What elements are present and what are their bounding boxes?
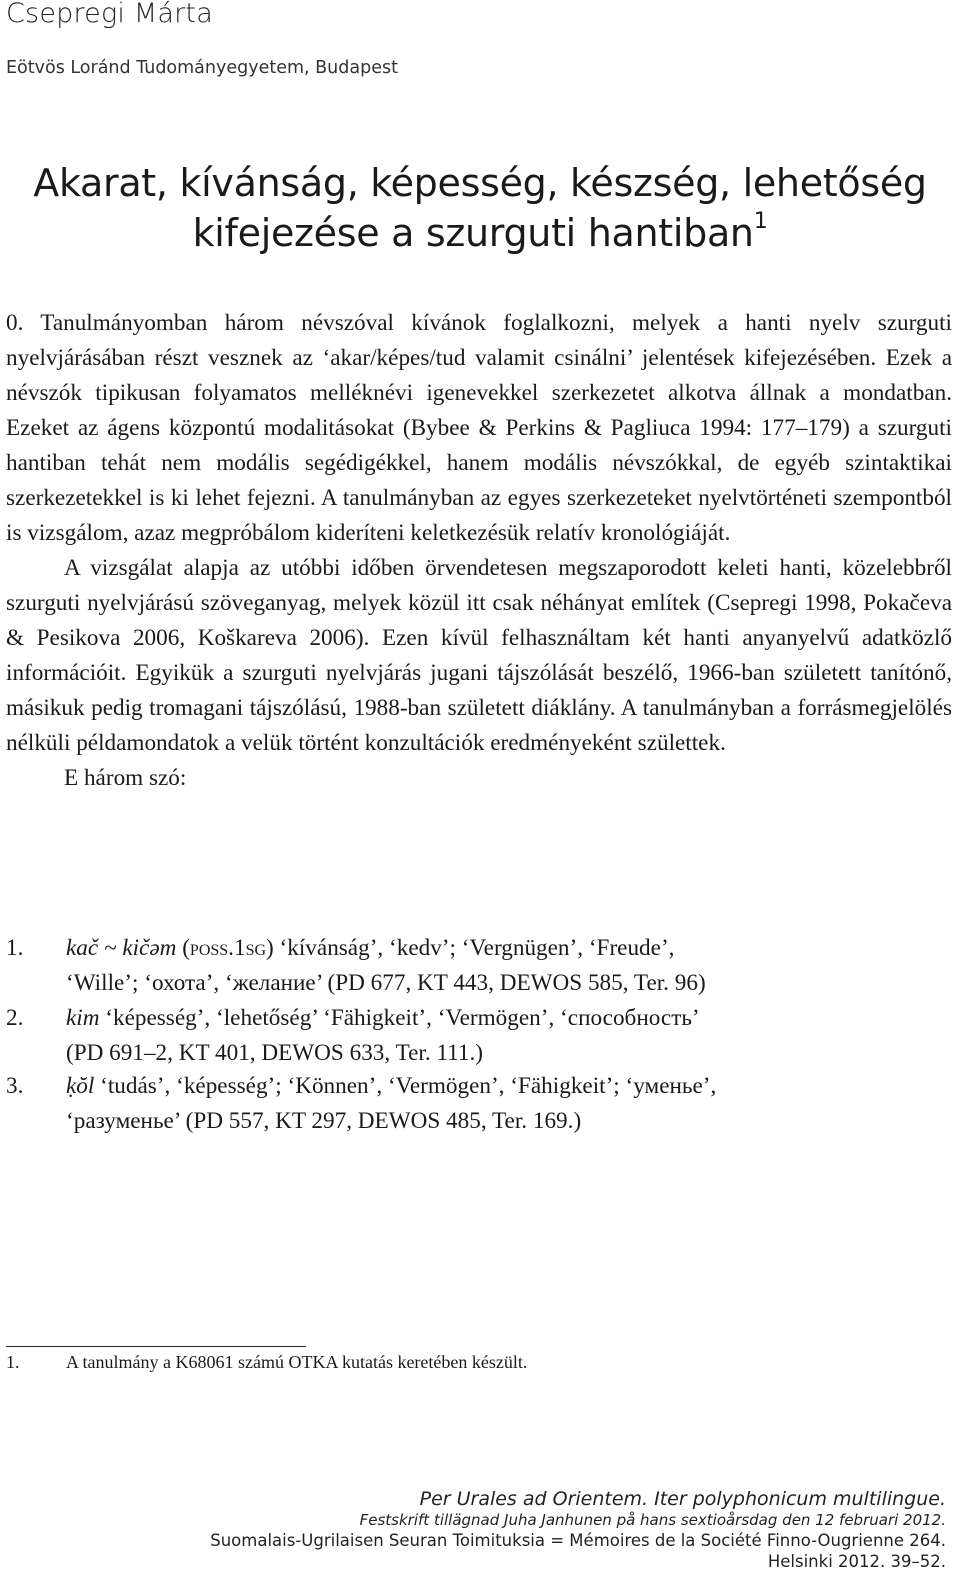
example-word: ḳŏl <box>66 1073 95 1099</box>
gloss-open: ( <box>176 935 190 961</box>
example-line-2: ‘разуменье’ (PD 557, KT 297, DEWOS 485, Ter. 169.) <box>66 1108 582 1134</box>
title-footnote-ref: 1 <box>753 209 768 235</box>
colophon-place-pages: Helsinki 2012. 39–52. <box>767 1552 946 1571</box>
example-number: 1. <box>6 935 24 961</box>
gloss-person: .1sg) <box>228 935 274 961</box>
footnote-number: 1. <box>6 1352 20 1372</box>
example-meaning: ‘képesség’, ‘lehetőség’ ‘Fähigkeit’, ‘Vermögen’, ‘способность’ <box>99 1005 700 1031</box>
gloss-poss: poss <box>189 935 229 961</box>
example-content <box>66 1069 946 1139</box>
example-content <box>66 1001 946 1071</box>
title-line-2-text: kifejezése a szurguti hantiban <box>192 211 754 255</box>
example-word: kim <box>66 1005 100 1031</box>
article-title <box>0 158 960 258</box>
example-line-2: (PD 691–2, KT 401, DEWOS 633, Ter. 111.) <box>66 1040 484 1066</box>
example-word: kač ~ kičəm <box>66 935 177 961</box>
example-meaning: ‘tudás’, ‘képesség’; ‘Können’, ‘Vermögen’, ‘Fähigkeit’; ‘уменье’, <box>94 1073 717 1099</box>
footnote-text: A tanulmány a K68061 számú OTKA kutatás keretében készült. <box>66 1352 528 1372</box>
example-meaning: ‘kívánság’, ‘kedv’; ‘Vergnügen’, ‘Freude’, <box>273 935 675 961</box>
article-body <box>6 306 952 796</box>
footnote <box>6 1352 527 1373</box>
paragraph-3: E három szó: <box>64 765 187 791</box>
colophon-publication: Suomalais-Ugrilaisen Seuran Toimituksia = Mémoires de la Société Finno-Ougrienne 264. <box>210 1531 946 1550</box>
colophon <box>146 1487 946 1572</box>
example-line-1 <box>66 1073 716 1099</box>
author-name: Csepregi Márta <box>6 0 213 29</box>
title-line-2 <box>0 208 960 258</box>
colophon-festschrift: Festskrift tillägnad Juha Janhunen på hans sextioårsdag den 12 februari 2012. <box>359 1511 946 1529</box>
colophon-series: Per Urales ad Orientem. Iter polyphonicum multilingue. <box>419 1488 946 1510</box>
example-number: 2. <box>6 1005 24 1031</box>
example-line-2: ‘Wille’; ‘охота’, ‘желание’ (PD 677, KT 443, DEWOS 585, Ter. 96) <box>66 970 706 996</box>
title-line-1: Akarat, kívánság, képesség, készség, lehetőség <box>33 161 927 205</box>
example-line-1 <box>66 1005 700 1031</box>
example-line-1 <box>66 935 674 961</box>
example-number: 3. <box>6 1073 24 1099</box>
example-content <box>66 931 946 1001</box>
author-affiliation: Eötvös Loránd Tudományegyetem, Budapest <box>6 58 398 78</box>
paragraph-2: A vizsgálat alapja az utóbbi időben örvendetesen megszaporodott keleti hanti, közelebbről szurguti nyelvjárású szöveganyag, melyek közül itt csak néhányat említek (Csepregi 1998, Pokačeva & Pesikova 2006, Koškareva 2006). Ezen kívül felhasználtam két hanti anyanyelvű adatközlő információit. Egyikük a szurguti nyelvjárás jugani tájszólását beszélő, 1966-ban született tanítónő, másikuk pedig tromagani tájszólású, 1988-ban született diáklány. A tanulmányban a forrásmegjelölés nélküli példamondatok a velük történt konzultációk eredményeként születtek. <box>6 555 952 756</box>
footnote-rule <box>6 1346 306 1347</box>
paragraph-1: 0. Tanulmányomban három névszóval kívánok foglalkozni, melyek a hanti nyelv szurguti nyelvjárásában részt vesznek az ‘akar/képes/tud valamit csinálni’ jelentések kifejezésében. Ezek a névszók tipikusan folyamatos melléknévi igenevekkel szerkezetet alkotva állnak a mondatban. Ezeket az ágens központú modalitásokat (Bybee & Perkins & Pagliuca 1994: 177–179) a szurguti hantiban tehát nem modális segédigékkel, hanem modális névszókkal, de egyéb szintaktikai szerkezetekkel is ki lehet fejezni. A tanulmányban az egyes szerkezeteket nyelvtörténeti szempontból is vizsgálom, azaz megpróbálom kideríteni keletkezésük relatív kronológiáját. <box>6 310 952 546</box>
